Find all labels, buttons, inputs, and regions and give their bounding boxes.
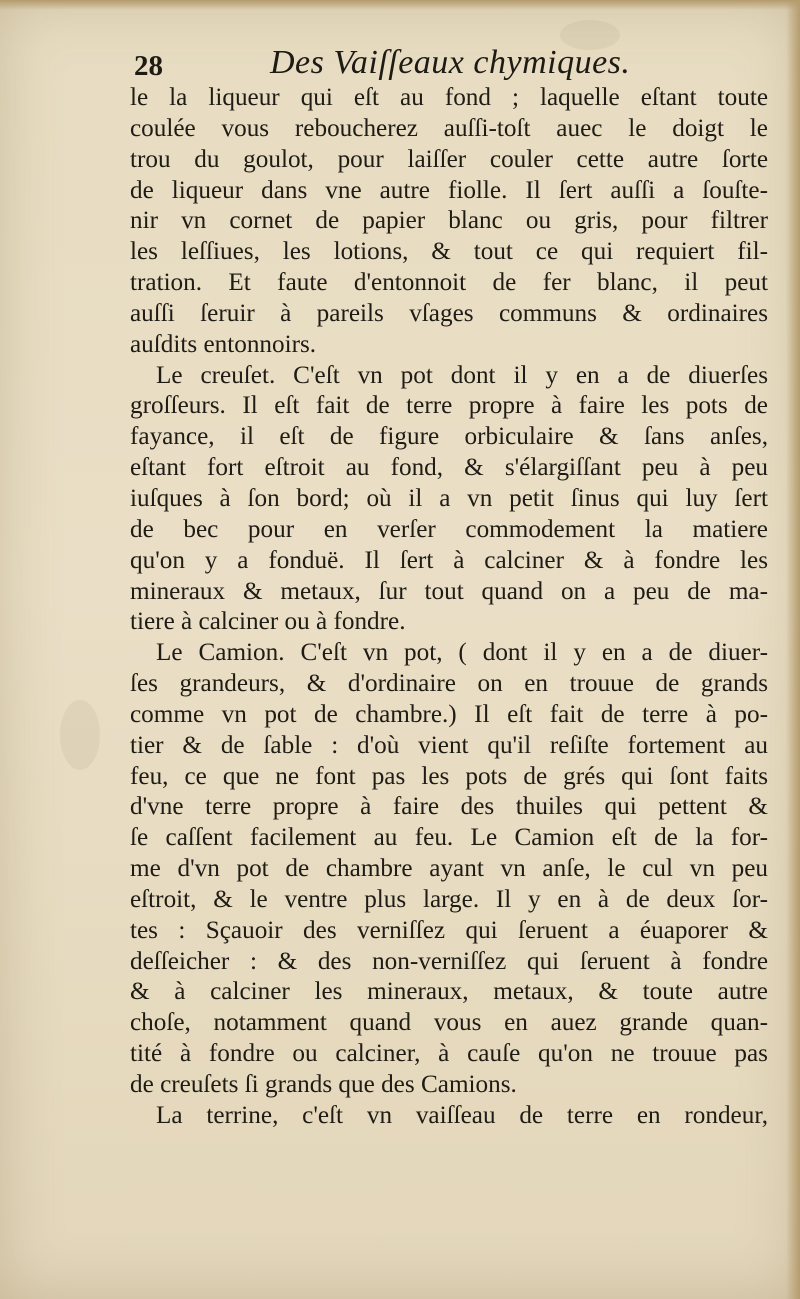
text-line: tité à fondre ou calciner, à cauſe qu'on ne trouue pas xyxy=(130,1040,768,1068)
page-number: 28 xyxy=(134,50,163,82)
text-line: me d'vn pot de chambre ayant vn anſe, le cul vn peu xyxy=(130,855,768,883)
text-line: le la liqueur qui eſt au fond ; laquelle eſtant toute xyxy=(130,84,768,111)
text-line: La terrine, c'eſt vn vaiſſeau de terre en rondeur, xyxy=(156,1101,768,1129)
text-line: feu, ce que ne font pas les pots de grés qui ſont faits xyxy=(130,762,768,790)
text-line: nir vn cornet de papier blanc ou gris, pour filtrer xyxy=(130,207,768,235)
text-line: iuſques à ſon bord; où il a vn petit ſinus qui luy ſert xyxy=(130,484,768,512)
page-right-edge xyxy=(786,0,800,1299)
text-line: deſſeicher : & des non-verniſſez qui ſeruent à fondre xyxy=(130,947,768,975)
text-line: coulée vous reboucherez auſſi-toſt auec le doigt le xyxy=(130,114,768,142)
text-line: auſdits entonnoirs. xyxy=(130,330,317,358)
text-line: tration. Et faute d'entonnoit de fer blanc, il peut xyxy=(130,269,768,297)
text-line: & à calciner les mineraux, metaux, & toute autre xyxy=(130,978,768,1006)
text-line: tes : Sçauoir des verniſſez qui ſeruent a éuaporer & xyxy=(130,916,768,944)
text-line: Le Camion. C'eſt vn pot, ( dont il y en a de diuer- xyxy=(156,639,768,667)
text-line: choſe, notamment quand vous en auez grande quan- xyxy=(130,1009,768,1037)
text-line: les leſſiues, les lotions, & tout ce qui requiert fil- xyxy=(130,238,768,266)
body-text xyxy=(130,83,768,1132)
text-line: tier & de ſable : d'où vient qu'il reſiſte fortement au xyxy=(130,731,768,759)
text-line: tiere à calciner ou à fondre. xyxy=(130,608,406,636)
text-line: de liqueur dans vne autre fiolle. Il ſert auſſi a ſouſte- xyxy=(130,176,768,204)
text-line: eſtant fort eſtroit au fond, & s'élargiſſant peu à peu xyxy=(130,454,768,482)
text-line: de bec pour en verſer commodement la matiere xyxy=(130,515,768,543)
text-line: groſſeurs. Il eſt fait de terre propre à faire les pots de xyxy=(130,392,768,420)
text-line: ſe caſſent facilement au feu. Le Camion eſt de la for- xyxy=(130,824,768,852)
text-line: fayance, il eſt de figure orbiculaire & ſans anſes, xyxy=(130,423,768,451)
paper-stain xyxy=(60,700,100,770)
text-line: trou du goulot, pour laiſſer couler cette autre ſorte xyxy=(130,145,768,173)
text-line: comme vn pot de chambre.) Il eſt fait de terre à po- xyxy=(130,700,768,728)
text-line: mineraux & metaux, ſur tout quand on a peu de ma- xyxy=(130,577,768,605)
text-line: Le creuſet. C'eſt vn pot dont il y en a de diuerſes xyxy=(156,361,768,389)
text-line: d'vne terre propre à faire des thuiles qui pettent & xyxy=(130,793,768,821)
text-line: qu'on y a fonduë. Il ſert à calciner & à fondre les xyxy=(130,546,768,574)
page-top-edge xyxy=(0,0,800,10)
running-title: Des Vaiſſeaux chymiques. xyxy=(270,44,631,81)
text-line: de creuſets ſi grands que des Camions. xyxy=(130,1071,517,1098)
text-line: ſes grandeurs, & d'ordinaire on en trouue de grands xyxy=(130,670,768,698)
text-line: auſſi ſeruir à pareils vſages communs & ordinaires xyxy=(130,299,768,327)
text-line: eſtroit, & le ventre plus large. Il y en à de deux ſor- xyxy=(130,885,768,913)
